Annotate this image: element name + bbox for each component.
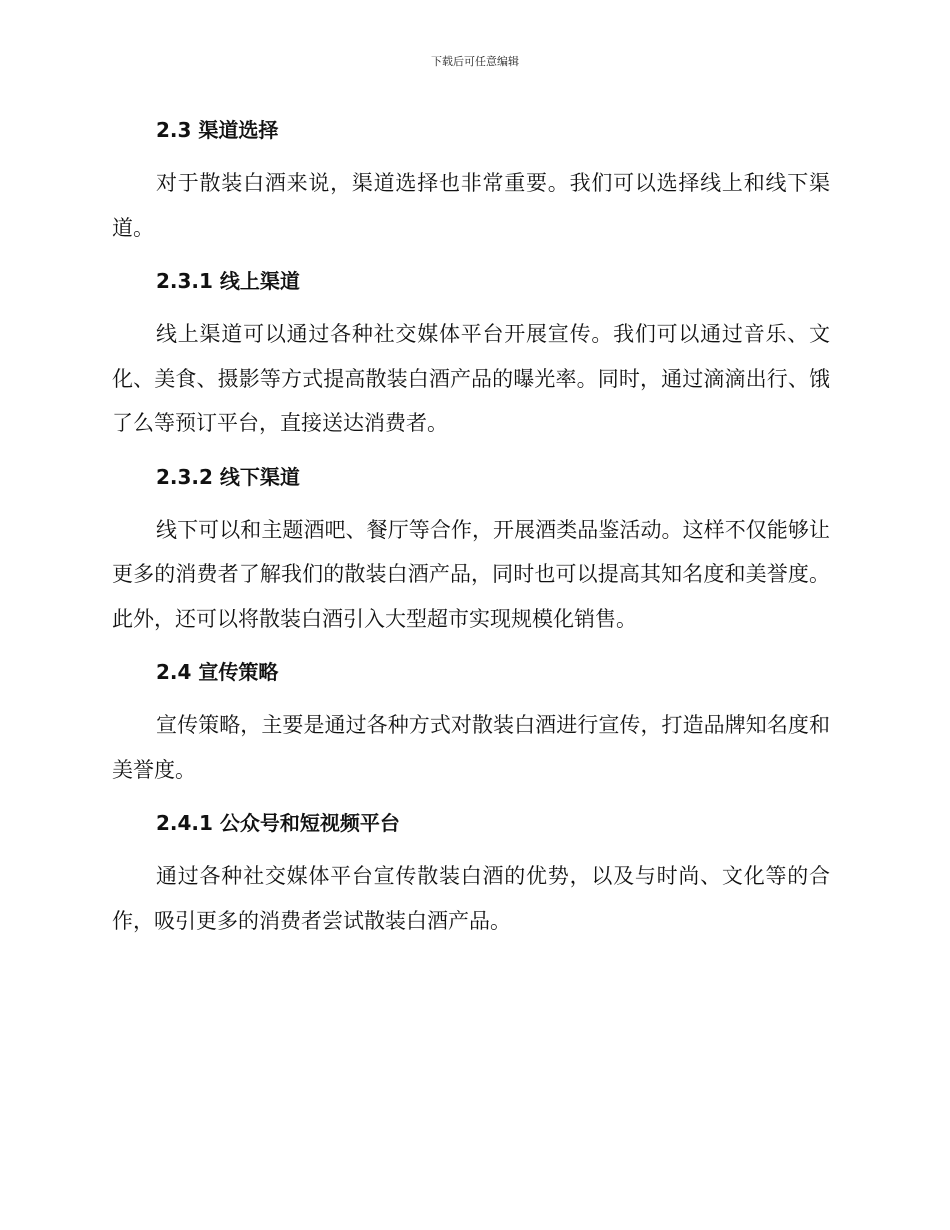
section-paragraph-2-4-1: 通过各种社交媒体平台宣传散装白酒的优势，以及与时尚、文化等的合作，吸引更多的消费者尝试散装白酒产品。: [112, 864, 830, 933]
section-heading-2-4: 2.4 宣传策略: [156, 660, 279, 684]
page-header-note: 下载后可任意编辑: [431, 55, 519, 68]
document-body: [112, 108, 830, 952]
section-heading-2-3: 2.3 渠道选择: [156, 118, 279, 142]
section-heading-2-3-2: 2.3.2 线下渠道: [156, 464, 300, 489]
section-heading-2-4-1: 2.4.1 公众号和短视频平台: [156, 811, 400, 835]
section-heading-2-3-1: 2.3.1 线上渠道: [156, 269, 300, 293]
section-paragraph-2-4: 宣传策略，主要是通过各种方式对散装白酒进行宣传，打造品牌知名度和美誉度。: [112, 713, 830, 782]
section-paragraph-2-3: 对于散装白酒来说，渠道选择也非常重要。我们可以选择线上和线下渠道。: [112, 171, 830, 240]
section-paragraph-2-3-2: 线下可以和主题酒吧、餐厅等合作，开展酒类品鉴活动。这样不仅能够让更多的消费者了解我们的散装白酒产品，同时也可以提高其知名度和美誉度。此外，还可以将散装白酒引入大型超市实现规模化销售。: [112, 517, 830, 631]
section-paragraph-2-3-1: 线上渠道可以通过各种社交媒体平台开展宣传。我们可以通过音乐、文化、美食、摄影等方式提高散装白酒产品的曝光率。同时，通过滴滴出行、饿了么等预订平台，直接送达消费者。: [112, 322, 830, 435]
